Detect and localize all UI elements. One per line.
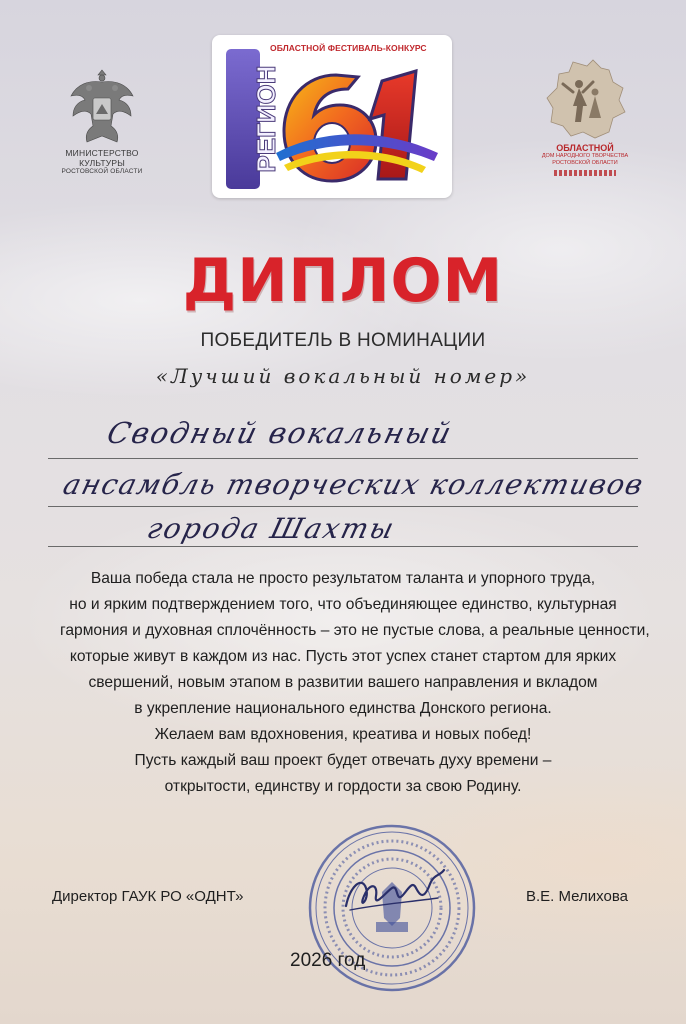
recipient-underline2 [48, 506, 638, 507]
diploma-title: ДИПЛОМ [182, 246, 504, 316]
recipient-line2: ансамбль творческих коллективов [59, 468, 648, 501]
diploma-year: 2026 год [290, 950, 366, 971]
recipient-line1: Сводный вокальный [103, 416, 457, 450]
winner-heading: ПОБЕДИТЕЛЬ В НОМИНАЦИИ [200, 330, 486, 351]
body-line: но и ярким подтверждением того, что объединяющее единство, культурная [69, 596, 617, 613]
body-line: свершений, новым этапом в развитии вашего направления и вкладом [88, 674, 598, 691]
director-name: В.Е. Мелихова [526, 888, 628, 905]
ministry-line2: КУЛЬТУРЫ [79, 158, 125, 168]
recipient-underline1 [48, 458, 638, 459]
coat-of-arms-icon [67, 66, 137, 148]
body-line: которые живут в каждом из нас. Пусть этот успех станет стартом для ярких [69, 648, 617, 665]
festival-logo [212, 35, 452, 198]
diploma-body-text [60, 566, 650, 800]
ornament-band [554, 170, 616, 176]
festival-title: ОБЛАСТНОЙ ФЕСТИВАЛЬ-КОНКУРС [270, 43, 427, 53]
region-map-dancers-icon [543, 58, 627, 142]
ministry-line1: МИНИСТЕРСТВО [65, 148, 139, 158]
director-title: Директор ГАУК РО «ОДНТ» [52, 888, 244, 905]
body-line: Пусть каждый ваш проект будет отвечать духу времени – [134, 752, 552, 769]
recipient-underline3 [48, 546, 638, 547]
recipient-line3: города Шахты [143, 512, 400, 545]
body-line: гармония и духовная сплочённость – это не пустые слова, а реальные ценности, [60, 622, 650, 639]
body-line: Желаем вам вдохновения, креатива и новых побед! [154, 726, 532, 743]
body-line: в укрепление национального единства Донского региона. [134, 700, 552, 717]
house-line3: РОСТОВСКОЙ ОБЛАСТИ [552, 160, 618, 166]
house-line1: ОБЛАСТНОЙ [556, 143, 614, 153]
ministry-logo [42, 66, 162, 176]
festival-number-graphic [266, 57, 446, 193]
director-signature [340, 866, 450, 920]
body-line: открытости, единству и гордости за свою Родину. [164, 778, 522, 795]
nomination-name: «Лучший вокальный номер» [155, 364, 531, 388]
house-folk-art-logo [530, 58, 640, 176]
body-line: Ваша победа стала не просто результатом таланта и упорного труда, [90, 570, 596, 587]
house-line2: ДОМ НАРОДНОГО ТВОРЧЕСТВА [541, 153, 629, 159]
ministry-line3: РОСТОВСКОЙ ОБЛАСТИ [61, 168, 143, 175]
festival-region-label: РЕГИОН [251, 65, 281, 173]
